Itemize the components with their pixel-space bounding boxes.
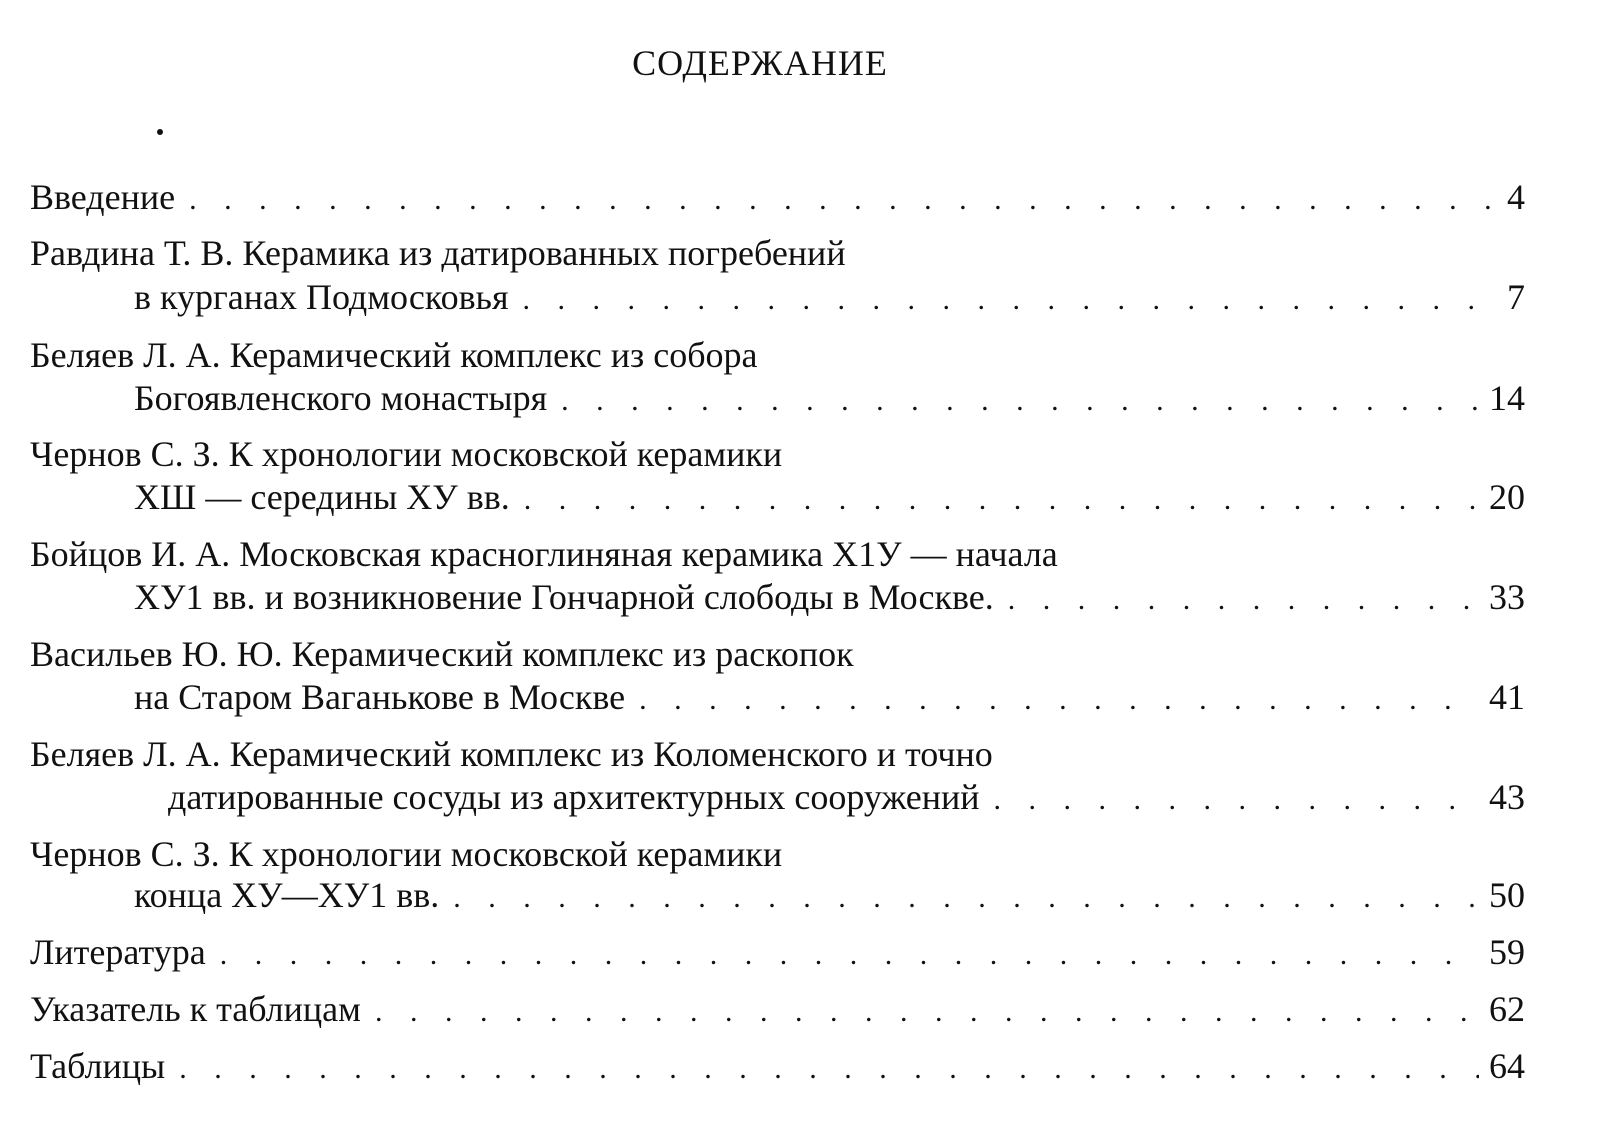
toc-entry-title: Указатель к таблицам (30, 989, 361, 1029)
toc-entry-title: Беляев Л. А. Керамический комплекс из Коломенского и точно (30, 734, 993, 774)
dot-leader (994, 778, 1479, 822)
toc-entry-continuation[interactable] (168, 775, 1525, 819)
dot-leader (179, 1047, 1479, 1091)
toc-entry-continuation[interactable] (134, 575, 1525, 619)
toc-page-number: 64 (1489, 1046, 1525, 1086)
toc-entry-title: Чернов С. З. К хронологии московской керамики (30, 834, 783, 874)
toc-entry-title: Бойцов И. А. Московская красноглиняная керамика Х1У — начала (30, 534, 1058, 574)
toc-entry-introduction[interactable] (30, 175, 1525, 219)
dot-leader (1008, 578, 1479, 622)
toc-entry-continuation[interactable] (134, 275, 1525, 319)
toc-entry-title: Введение (30, 177, 176, 217)
dot-leader (220, 933, 1479, 977)
toc-entry-title: Васильев Ю. Ю. Керамический комплекс из раскопок (30, 634, 854, 674)
toc-entry-title-line[interactable] (30, 732, 1525, 776)
toc-entry-title-line[interactable] (30, 231, 1525, 275)
dot-leader (639, 678, 1479, 722)
toc-entry-title-line[interactable] (30, 832, 1525, 876)
toc-entry-continuation[interactable] (134, 873, 1525, 917)
toc-entry-title-cont: конца ХУ—ХУ1 вв. (134, 875, 440, 915)
dot-leader (189, 178, 1491, 222)
dot-leader (523, 278, 1491, 322)
toc-page-number: 20 (1489, 477, 1525, 517)
toc-entry-title-cont: ХШ — середины ХУ вв. (134, 477, 510, 517)
toc-entry-table-index[interactable] (30, 987, 1525, 1031)
dot-leader (561, 379, 1479, 423)
toc-page-number: 43 (1489, 777, 1525, 817)
toc-entry-continuation[interactable] (134, 475, 1525, 519)
toc-entry-title: Равдина Т. В. Керамика из датированных погребений (30, 233, 846, 273)
toc-page-number: 59 (1489, 932, 1525, 972)
toc-page-number: 41 (1489, 677, 1525, 717)
toc-entry-title: Чернов С. З. К хронологии московской керамики (30, 434, 783, 474)
toc-entry-title-cont: в курганах Подмосковья (134, 277, 509, 317)
toc-entry-title: Таблицы (30, 1046, 166, 1086)
toc-entry-continuation[interactable] (134, 376, 1525, 420)
toc-entry-literature[interactable] (30, 930, 1525, 974)
toc-page-number: 4 (1507, 177, 1525, 217)
toc-entry-title-line[interactable] (30, 632, 1525, 676)
toc-page-number: 62 (1489, 989, 1525, 1029)
toc-entry-title-line[interactable] (30, 432, 1525, 476)
toc-entry-title: Беляев Л. А. Керамический комплекс из собора (30, 335, 758, 375)
toc-page-number: 50 (1489, 875, 1525, 915)
toc-entry-title-cont: ХУ1 вв. и возникновение Гончарной слободы в Москве. (134, 577, 994, 617)
toc-page-number: 7 (1507, 277, 1525, 317)
toc-entry-title-line[interactable] (30, 532, 1525, 576)
toc-entry-title-cont: Богоявленского монастыря (134, 378, 548, 418)
toc-entry-title: Литература (30, 932, 206, 972)
toc-page-number: 33 (1489, 577, 1525, 617)
toc-entry-title-line[interactable] (30, 333, 1525, 377)
dot-leader (524, 478, 1479, 522)
toc-entry-tables[interactable] (30, 1044, 1525, 1088)
toc-page-number: 14 (1489, 378, 1525, 418)
toc-entry-title-cont: датированные сосуды из архитектурных сооружений (168, 777, 980, 817)
toc-entry-title-cont: на Старом Ваганькове в Москве (134, 677, 626, 717)
toc-entry-continuation[interactable] (134, 675, 1525, 719)
page-title: СОДЕРЖАНИЕ (632, 43, 888, 83)
dot-leader (453, 876, 1479, 920)
dot-leader (375, 990, 1479, 1034)
